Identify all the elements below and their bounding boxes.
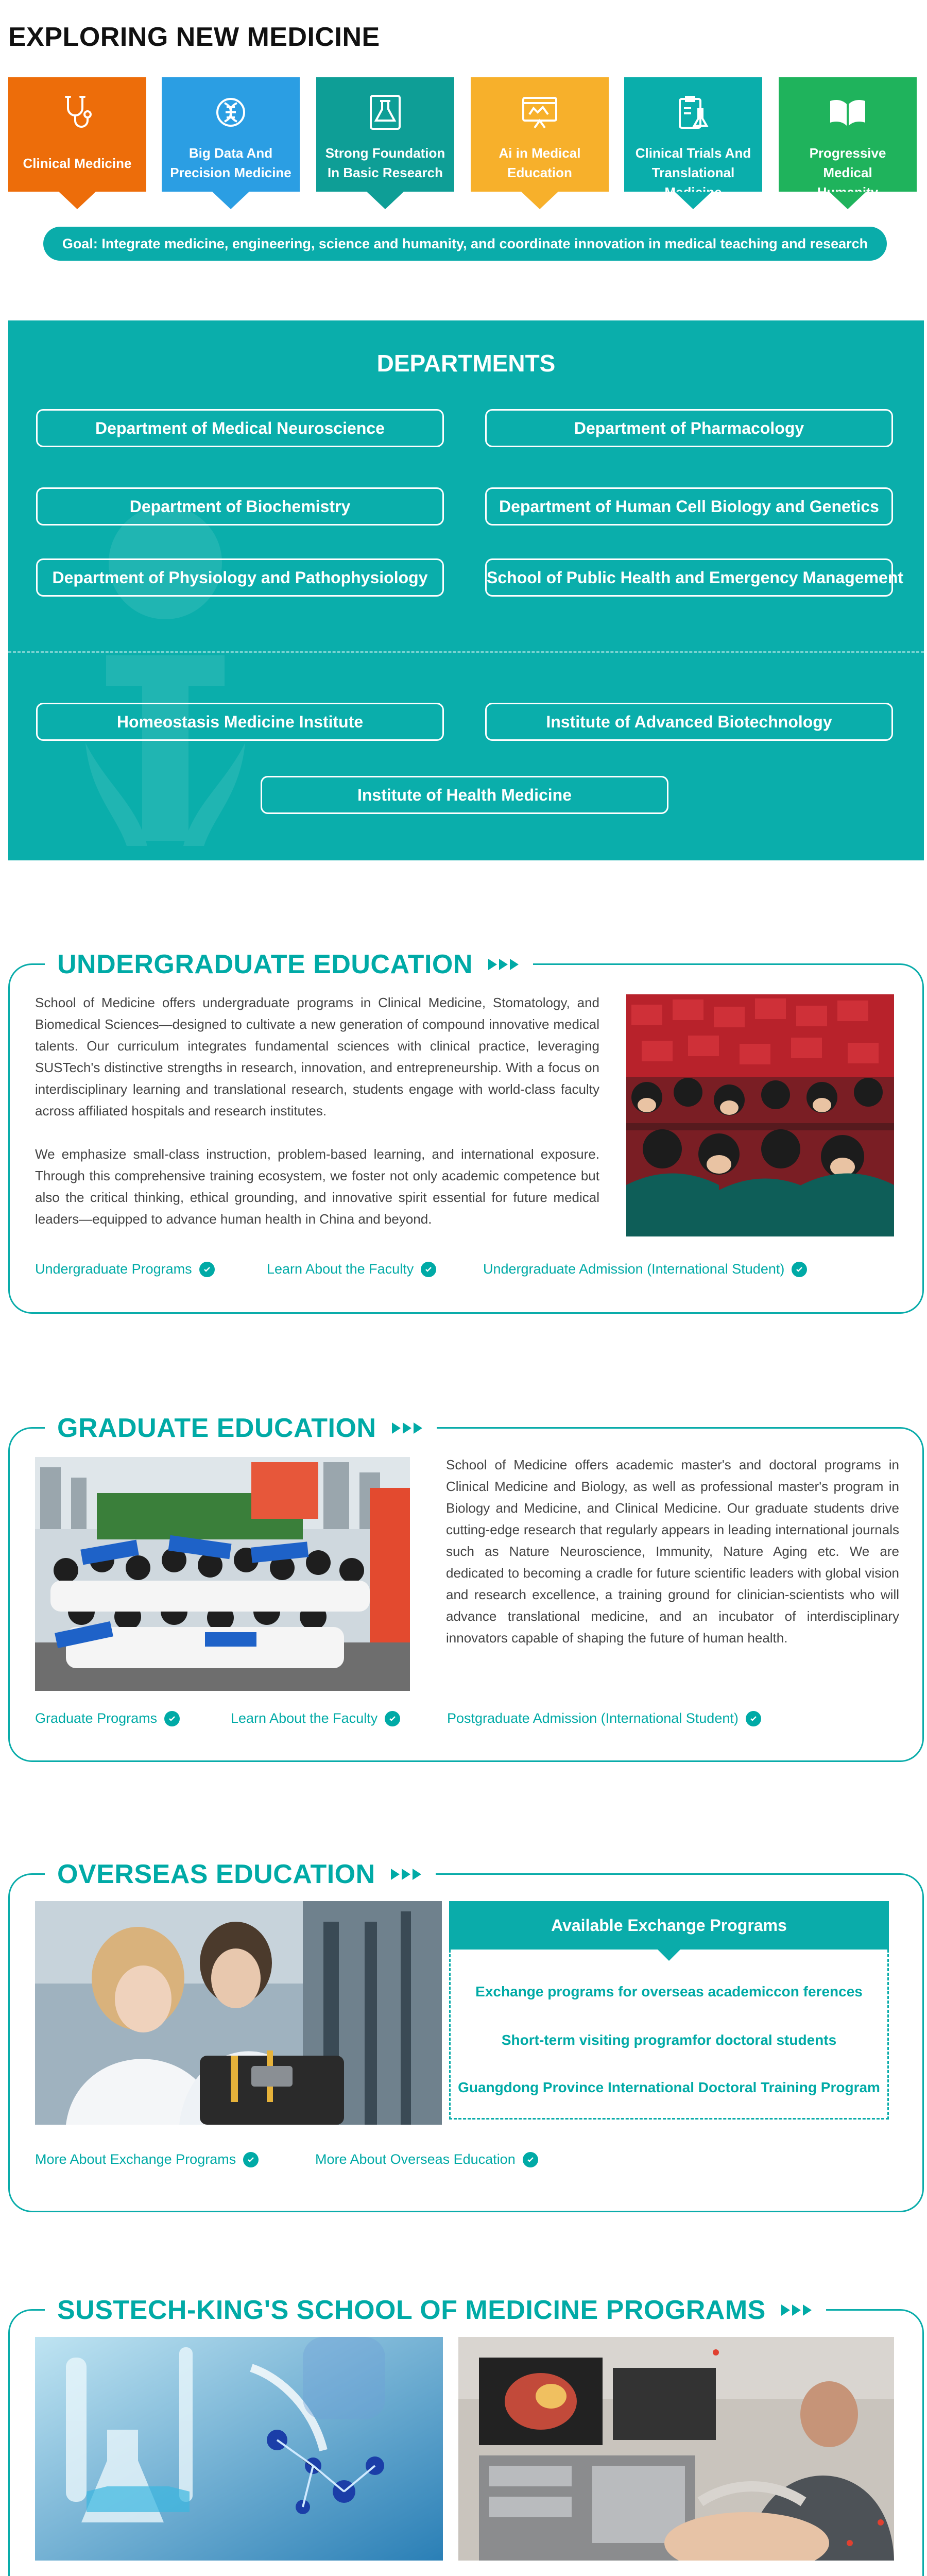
section-heading: GRADUATE EDUCATION <box>45 1412 437 1444</box>
section-heading: SUSTECH-KING'S SCHOOL OF MEDICINE PROGRAMS <box>45 2294 826 2326</box>
link-more-about-overseas-education[interactable]: More About Overseas Education <box>315 2151 538 2167</box>
lab-researchers-photo <box>35 1901 442 2125</box>
exchange-programs-list <box>449 1950 889 2120</box>
undergraduate-students-photo <box>626 994 894 1236</box>
exchange-item[interactable]: Exchange programs for overseas academiccon ferences <box>475 1984 863 1999</box>
triple-arrow-icon <box>781 2304 814 2316</box>
inst-homeostasis-medicine[interactable]: Homeostasis Medicine Institute <box>36 703 444 741</box>
inst-advanced-biotechnology[interactable]: Institute of Advanced Biotechnology <box>485 703 893 741</box>
stethoscope-icon <box>57 92 98 133</box>
link-undergraduate-programs[interactable]: Undergraduate Programs <box>35 1261 215 1277</box>
check-circle-icon <box>523 2152 538 2167</box>
exchange-item[interactable]: Guangdong Province International Doctoral Training Program <box>458 2079 880 2095</box>
dept-public-health[interactable]: School of Public Health and Emergency Management <box>485 558 893 597</box>
school-logo-watermark-icon <box>55 501 276 860</box>
link-learn-about-faculty[interactable]: Learn About the Faculty <box>231 1710 400 1726</box>
pillar-label: Ai in Medical Education <box>499 145 581 180</box>
pillar-label: Clinical Medicine <box>23 156 132 171</box>
triple-arrow-icon <box>488 959 521 970</box>
link-more-about-exchange-programs[interactable]: More About Exchange Programs <box>35 2151 259 2167</box>
dept-biochemistry[interactable]: Department of Biochemistry <box>36 487 444 526</box>
section-heading: OVERSEAS EDUCATION <box>45 1858 436 1890</box>
graduate-description: School of Medicine offers academic master's and doctoral programs in Clinical Medicine and Biology, as well as professional master's program in Biology and Medicine, and Clinical Medicine. Our graduate students drive cutting-edge research that regularly appears in leading international journals such as Nature Neuroscience, Immunity, Nature Aging etc. We are dedicated to becoming a cradle for future scientific leaders with global vision and research excellence, a training ground for clinician-scientists who will advance translational medicine, and an incubator of interdisciplinary innovators capable of shaping the future of human health. <box>446 1457 899 1646</box>
section-heading: UNDERGRADUATE EDUCATION <box>45 948 533 980</box>
departments-panel <box>8 320 924 860</box>
clinical-simulation-photo <box>458 2337 894 2561</box>
pillar-label: Big Data And Precision Medicine <box>170 145 291 180</box>
check-circle-icon <box>199 1262 215 1277</box>
pillar-cards <box>8 77 924 211</box>
biomedical-lab-photo <box>35 2337 443 2561</box>
exchange-item[interactable]: Short-term visiting programfor doctoral students <box>501 2032 837 2048</box>
link-postgraduate-admission-international[interactable]: Postgraduate Admission (International Student) <box>447 1710 761 1726</box>
undergraduate-description: School of Medicine offers undergraduate programs in Clinical Medicine, Stomatology, and Biomedical Sciences—designed to cultivate a new generation of compound innovative medical talents. Our curriculum integrates fundamental sciences with clinical practice, leveraging SUSTech's distinctive strengths in research, innovation, and entrepreneurship. With a focus on interdisciplinary learning and translational research, students engage with world-class faculty across affiliated hospitals and research institutes. We emphasize small-class instruction, problem-based learning, and international exposure. Through this comprehensive training ecosystem, we foster not only academic competence but also the critical thinking, ethical grounding, and innovative spirit essential for future medical leaders—equipped to advance human health in China and beyond. <box>35 995 599 1227</box>
triple-arrow-icon <box>391 1869 423 1880</box>
pillar-clinical-medicine[interactable] <box>8 77 146 192</box>
clipboard-icon <box>673 92 714 133</box>
check-circle-icon <box>792 1262 807 1277</box>
check-circle-icon <box>385 1711 400 1726</box>
graduate-students-photo <box>35 1457 410 1691</box>
goal-banner: Goal: Integrate medicine, engineering, science and humanity, and coordinate innovation in medical teaching and research <box>43 227 887 261</box>
page-title: EXPLORING NEW MEDICINE <box>8 22 380 52</box>
pillar-label: Progressive Medical Humanity <box>809 145 886 200</box>
departments-title: DEPARTMENTS <box>376 350 556 377</box>
check-circle-icon <box>243 2152 259 2167</box>
check-circle-icon <box>164 1711 180 1726</box>
pillar-label: Strong Foundation In Basic Research <box>325 145 445 180</box>
divider <box>8 651 924 653</box>
check-circle-icon <box>421 1262 436 1277</box>
pillar-medical-humanity[interactable] <box>779 77 917 200</box>
dna-icon <box>210 92 251 133</box>
dept-human-cell-biology[interactable]: Department of Human Cell Biology and Genetics <box>485 487 893 526</box>
link-graduate-programs[interactable]: Graduate Programs <box>35 1710 180 1726</box>
pillar-big-data[interactable] <box>162 77 300 192</box>
inst-health-medicine[interactable]: Institute of Health Medicine <box>261 776 668 814</box>
link-undergraduate-admission-international[interactable]: Undergraduate Admission (International Student) <box>483 1261 807 1277</box>
dept-physiology[interactable]: Department of Physiology and Pathophysiology <box>36 558 444 597</box>
triple-arrow-icon <box>392 1422 424 1434</box>
pillar-ai-medical-education[interactable] <box>471 77 609 192</box>
ai-board-icon <box>519 92 560 133</box>
dept-pharmacology[interactable]: Department of Pharmacology <box>485 409 893 447</box>
pillar-label: Clinical Trials And Translational Medicine <box>635 145 751 200</box>
pillar-basic-research[interactable] <box>316 77 454 192</box>
check-circle-icon <box>746 1711 761 1726</box>
flask-icon <box>365 92 406 133</box>
exchange-programs-header: Available Exchange Programs <box>449 1901 889 1950</box>
link-learn-about-faculty[interactable]: Learn About the Faculty <box>267 1261 436 1277</box>
book-icon <box>827 92 868 133</box>
pillar-clinical-trials[interactable] <box>624 77 762 200</box>
dept-medical-neuroscience[interactable]: Department of Medical Neuroscience <box>36 409 444 447</box>
